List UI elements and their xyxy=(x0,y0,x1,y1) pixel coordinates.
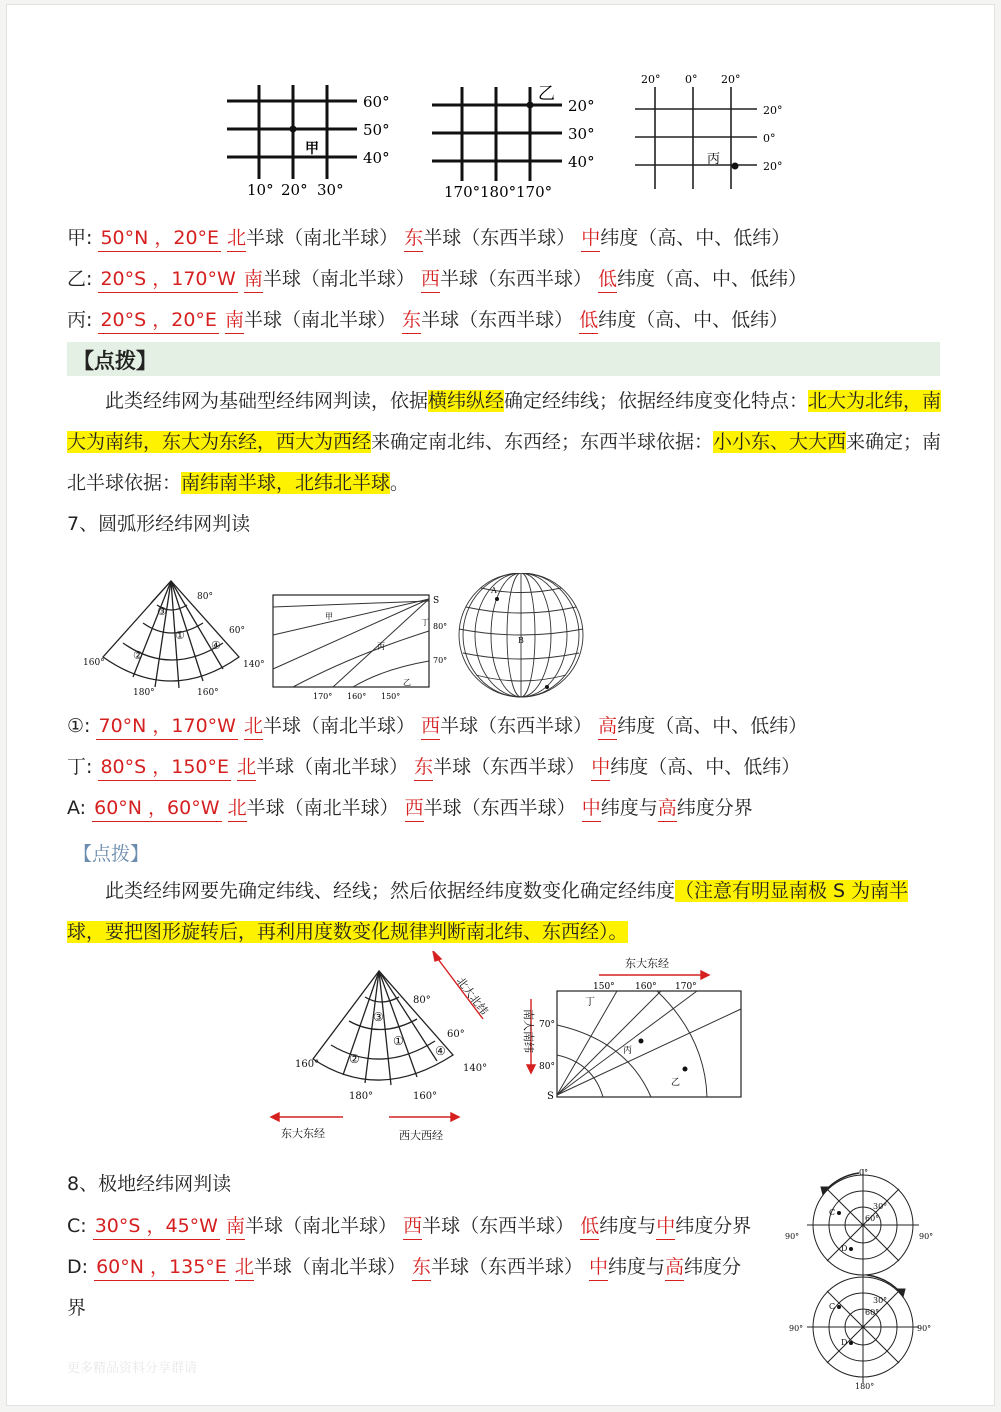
tip1-highlight-1: 横纬纵经 xyxy=(428,390,505,412)
rect-figure xyxy=(273,595,447,699)
rect-label-160: 160° xyxy=(347,692,367,699)
arc-mark-2: ② xyxy=(133,649,143,662)
latitude-zone-text: 纬度分 xyxy=(684,1256,742,1278)
fig2-lon-0: 170° xyxy=(444,183,481,201)
globe-mark-b: B xyxy=(518,636,524,645)
latitude-zone-answer-2: 中 xyxy=(656,1213,675,1240)
answer-row xyxy=(67,225,790,252)
rect-mark-bing: 丙 xyxy=(377,642,385,651)
arc2-label-160-left: 160° xyxy=(295,1059,320,1070)
hemisphere-ns-text: 半球（南北半球） xyxy=(256,756,409,778)
hemisphere-ns-text: 半球（南北半球） xyxy=(263,715,416,737)
hemisphere-ew-answer: 西 xyxy=(403,1213,422,1240)
fig1-lon-1: 20° xyxy=(281,181,308,199)
rect-label-80: 80° xyxy=(433,622,448,631)
latitude-zone-answer: 中 xyxy=(591,754,610,781)
latitude-zone-mid: 纬度与 xyxy=(608,1256,666,1278)
hemisphere-ew-text: 半球（东西半球） xyxy=(421,309,574,331)
hemisphere-ew-text: 半球（东西半球） xyxy=(423,227,576,249)
hemisphere-ns-text: 半球（南北半球） xyxy=(253,1256,406,1278)
arc-label-60: 60° xyxy=(229,626,245,636)
polar-top-mark-d: D xyxy=(841,1244,848,1253)
latitude-zone-answer-2: 高 xyxy=(658,795,677,822)
coordinate-answer: 30°S ，45°W xyxy=(93,1213,220,1240)
arc-label-160-bottom: 160° xyxy=(197,688,219,698)
latitude-zone-text: 纬度（高、中、低纬） xyxy=(610,756,801,778)
hemisphere-ew-text: 半球（东西半球） xyxy=(433,756,586,778)
rect2-label-170: 170° xyxy=(675,982,697,992)
fig3-lat-1: 0° xyxy=(763,132,776,145)
arc2-label-60: 60° xyxy=(447,1029,465,1040)
coordinate-answer: 70°N ，170°W xyxy=(96,713,237,740)
arc-explain-figure xyxy=(313,971,453,1085)
polar-top-label-60: 60° xyxy=(865,1214,880,1223)
fig2-lon-1: 180° xyxy=(480,183,517,201)
rect2-mark-yi: 乙 xyxy=(671,1078,681,1088)
arc-label-160-left: 160° xyxy=(83,658,105,668)
hemisphere-ns-answer: 北 xyxy=(227,225,246,252)
polar-top-label-30: 30° xyxy=(873,1202,888,1211)
row-label: 丁: xyxy=(67,756,93,778)
rect2-mark-bing: 丙 xyxy=(623,1046,633,1056)
row-label: D: xyxy=(67,1256,89,1278)
section-8-title: 8、极地经纬网判读 xyxy=(67,1173,232,1195)
coordinate-answer: 20°S ，170°W xyxy=(98,266,237,293)
hemisphere-ew-answer: 西 xyxy=(421,266,440,293)
globe-mark-a: A xyxy=(491,586,497,595)
document-page xyxy=(6,4,995,1406)
arc-mark-3: ③ xyxy=(157,605,167,618)
row-label: 甲: xyxy=(67,227,93,249)
rect2-mark-ding: 丁 xyxy=(585,997,595,1008)
arc2-label-80: 80° xyxy=(413,995,431,1006)
rect-label-70: 70° xyxy=(433,656,448,665)
row-label: C: xyxy=(67,1215,87,1237)
answer-row xyxy=(67,266,807,293)
rect-mark-ding: 丁 xyxy=(421,618,429,627)
fig2-lat-0: 20° xyxy=(568,97,595,115)
hemisphere-ns-answer: 北 xyxy=(228,795,247,822)
section-7-explain-figures xyxy=(269,951,749,1147)
tip1-highlight-4: 南纬南半球，北纬北半球 xyxy=(181,472,391,494)
polar-top-label-90-right: 90° xyxy=(919,1232,934,1241)
hemisphere-ns-text: 半球（南北半球） xyxy=(262,268,415,290)
hemisphere-ns-text: 半球（南北半球） xyxy=(243,309,396,331)
polar-top-mark-c: C xyxy=(829,1208,836,1217)
row-label: 丙: xyxy=(67,309,93,331)
fig1-lat-2: 40° xyxy=(363,149,390,167)
latitude-zone-answer: 低 xyxy=(598,266,617,293)
tip-heading-bar xyxy=(67,342,940,376)
hemisphere-ew-answer: 东 xyxy=(412,1254,431,1281)
rect-mark-jia: 甲 xyxy=(325,612,333,621)
tip2-text-1: 此类经纬网要先确定纬线、经线；然后依据经纬度数变化确定经纬度 xyxy=(105,880,676,902)
hemisphere-ns-text: 半球（南北半球） xyxy=(245,1215,398,1237)
latitude-zone-text: 纬度（高、中、低纬） xyxy=(617,715,808,737)
hemisphere-ew-text: 半球（东西半球） xyxy=(439,268,592,290)
latitude-zone-text: 纬度（高、中、低纬） xyxy=(598,309,789,331)
fig2-lat-1: 30° xyxy=(568,125,595,143)
rect2-label-80: 80° xyxy=(539,1062,555,1072)
fig3-lon-1: 0° xyxy=(685,73,698,86)
hemisphere-ew-answer: 东 xyxy=(404,225,423,252)
latitude-zone-text: 纬度（高、中、低纬） xyxy=(617,268,808,290)
arc-figure xyxy=(103,581,239,688)
coordinate-answer: 60°N ，135°E xyxy=(94,1254,229,1281)
fig1-lon-2: 30° xyxy=(317,181,344,199)
latitude-zone-text: 纬度（高、中、低纬） xyxy=(600,227,791,249)
polar-bottom-label-180: 180° xyxy=(855,1382,875,1391)
hemisphere-ns-answer: 北 xyxy=(235,1254,254,1281)
polar-bottom-label-90-left: 90° xyxy=(789,1324,804,1333)
arc2-label-180: 180° xyxy=(349,1091,374,1102)
hemisphere-ew-answer: 东 xyxy=(402,307,421,334)
answer-row xyxy=(67,754,800,781)
rect2-label-70: 70° xyxy=(539,1020,555,1030)
latitude-zone-answer: 低 xyxy=(580,1213,599,1240)
rect-explain-side-label: 南大南纬 xyxy=(522,1009,535,1053)
rect-explain-figure xyxy=(539,982,741,1102)
arc-explain-side-label: 北大北纬 xyxy=(453,974,491,1018)
tip1-paragraph xyxy=(67,381,945,504)
row-label: ①: xyxy=(67,715,91,737)
latitude-zone-text: 纬度分界 xyxy=(676,797,753,819)
fig3-point-label: 丙 xyxy=(707,152,721,167)
polar-top-label-0: 0° xyxy=(859,1168,869,1177)
answer-row xyxy=(67,713,807,740)
fig2-point-label: 乙 xyxy=(538,84,555,104)
grid-figure-3 xyxy=(635,73,783,189)
tip2-paragraph xyxy=(67,871,945,953)
hemisphere-ns-answer: 南 xyxy=(244,266,263,293)
arc-label-140: 140° xyxy=(243,660,265,670)
rect-label-170: 170° xyxy=(313,692,333,699)
polar-bottom-label-30: 30° xyxy=(873,1296,888,1305)
hemisphere-ew-text: 半球（东西半球） xyxy=(422,1215,575,1237)
polar-bottom-label-90-right: 90° xyxy=(917,1324,932,1333)
answer-row xyxy=(67,1254,741,1281)
globe-figure-labels xyxy=(490,586,549,689)
rect-explain-top-label: 东大东经 xyxy=(625,957,669,970)
latitude-zone-mid: 纬度与 xyxy=(599,1215,657,1237)
coordinate-answer: 60°N ，60°W xyxy=(92,795,221,822)
hemisphere-ns-answer: 南 xyxy=(226,1213,245,1240)
row-label: A: xyxy=(67,797,87,819)
fig3-lat-2: 20° xyxy=(763,160,783,173)
hemisphere-ew-text: 半球（东西半球） xyxy=(423,797,576,819)
section-7-figures xyxy=(71,573,611,699)
latitude-zone-mid: 纬度与 xyxy=(600,797,658,819)
arc-explain-right-label: 西大西经 xyxy=(399,1129,443,1142)
latitude-zone-text: 纬度分界 xyxy=(675,1215,752,1237)
hemisphere-ns-answer: 北 xyxy=(244,713,263,740)
polar-bottom-mark-d: D xyxy=(841,1338,848,1347)
arc-explain-left-label: 东大东经 xyxy=(281,1127,325,1140)
fig1-lat-1: 50° xyxy=(363,121,390,139)
latitude-zone-answer: 低 xyxy=(579,307,598,334)
latitude-zone-answer: 中 xyxy=(589,1254,608,1281)
hemisphere-ns-text: 半球（南北半球） xyxy=(246,227,399,249)
tip1-text-3: 来确定南北纬、东西经；东西半球依据： xyxy=(371,431,714,453)
arc2-mark-4: ④ xyxy=(435,1044,446,1058)
hemisphere-ew-text: 半球（东西半球） xyxy=(440,715,593,737)
arc2-label-160-bottom: 160° xyxy=(413,1091,438,1102)
hemisphere-ns-answer: 南 xyxy=(225,307,244,334)
watermark: 更多精品资料分享群请 xyxy=(67,1361,198,1376)
tip2-heading: 【点拨】 xyxy=(73,843,150,865)
arc-figure-labels xyxy=(83,592,265,698)
tip2-highlight-1: （注意有明显南极 S 为南半球，要把图形旋转后，再利用度数变化规律判断南北纬、东西经）。 xyxy=(67,880,909,943)
tip-heading: 【点拨】 xyxy=(73,349,157,373)
fig2-lon-2: 170° xyxy=(516,183,553,201)
tip1-text-2: 确定经纬线；依据经纬度变化特点： xyxy=(504,390,809,412)
arc-label-180: 180° xyxy=(133,688,155,698)
rect2-label-150: 150° xyxy=(593,982,615,992)
coordinate-answer: 50°N ，20°E xyxy=(98,225,221,252)
tip1-text-4: 来确定；南北半球依据： xyxy=(67,431,942,494)
latitude-zone-answer-2: 高 xyxy=(665,1254,684,1281)
latitude-zone-answer: 高 xyxy=(598,713,617,740)
arc2-label-140: 140° xyxy=(463,1063,488,1074)
grid-figures xyxy=(217,67,797,207)
arc-explain-labels xyxy=(295,995,487,1102)
polar-figures xyxy=(783,1163,943,1393)
polar-bottom-label-60: 60° xyxy=(865,1308,880,1317)
arc2-mark-1: ① xyxy=(393,1034,404,1048)
section-7-title: 7、圆弧形经纬网判读 xyxy=(67,513,251,535)
fig3-lon-2: 20° xyxy=(721,73,741,86)
polar-bottom-mark-c: C xyxy=(829,1302,836,1311)
fig3-lon-0: 20° xyxy=(641,73,661,86)
row-label: 乙: xyxy=(67,268,93,290)
fig3-lat-0: 20° xyxy=(763,104,783,117)
fig2-lat-2: 40° xyxy=(568,153,595,171)
polar-top-label-90-left: 90° xyxy=(785,1232,800,1241)
coordinate-answer: 20°S ，20°E xyxy=(98,307,218,334)
tip1-text-1: 此类经纬网为基础型经纬网判读，依据 xyxy=(105,390,429,412)
arc2-mark-2: ② xyxy=(349,1052,360,1066)
arc-mark-4: ④ xyxy=(211,639,221,652)
grid-figure-1 xyxy=(227,85,390,199)
arc-label-80: 80° xyxy=(197,592,213,602)
fig1-lat-0: 60° xyxy=(363,93,390,111)
hemisphere-ew-answer: 西 xyxy=(405,795,424,822)
hemisphere-ns-answer: 北 xyxy=(237,754,256,781)
fig1-point-label: 甲 xyxy=(305,141,319,157)
latitude-zone-answer: 中 xyxy=(581,225,600,252)
arc-mark-1: ① xyxy=(175,629,185,642)
rect2-label-160: 160° xyxy=(635,982,657,992)
latitude-zone-answer: 中 xyxy=(582,795,601,822)
tip1-text-5: 。 xyxy=(390,472,410,494)
tip1-highlight-2: 北大为北纬，南大为南纬，东大为东经，西大为西经 xyxy=(67,390,942,453)
grid-figure-2 xyxy=(432,84,595,201)
coordinate-answer: 80°S ，150°E xyxy=(98,754,231,781)
arc2-mark-3: ③ xyxy=(373,1010,384,1024)
answer-row xyxy=(67,795,753,822)
hemisphere-ew-answer: 东 xyxy=(414,754,433,781)
tip1-highlight-3: 小小东、大大西 xyxy=(713,431,847,453)
polar-figure-top xyxy=(807,1169,919,1281)
answer-row xyxy=(67,307,788,334)
rect-label-150: 150° xyxy=(381,692,401,699)
hemisphere-ew-answer: 西 xyxy=(421,713,440,740)
hemisphere-ns-text: 半球（南北半球） xyxy=(246,797,399,819)
section-8-wrap-text: 界 xyxy=(67,1297,87,1319)
rect2-label-s: S xyxy=(547,1091,554,1102)
rect-label-s: S xyxy=(433,596,440,606)
globe-figure xyxy=(459,573,583,697)
hemisphere-ew-text: 半球（东西半球） xyxy=(430,1256,583,1278)
rect-mark-yi: 乙 xyxy=(403,678,411,687)
fig1-lon-0: 10° xyxy=(247,181,274,199)
polar-figure-bottom xyxy=(807,1271,919,1383)
answer-row xyxy=(67,1213,751,1240)
